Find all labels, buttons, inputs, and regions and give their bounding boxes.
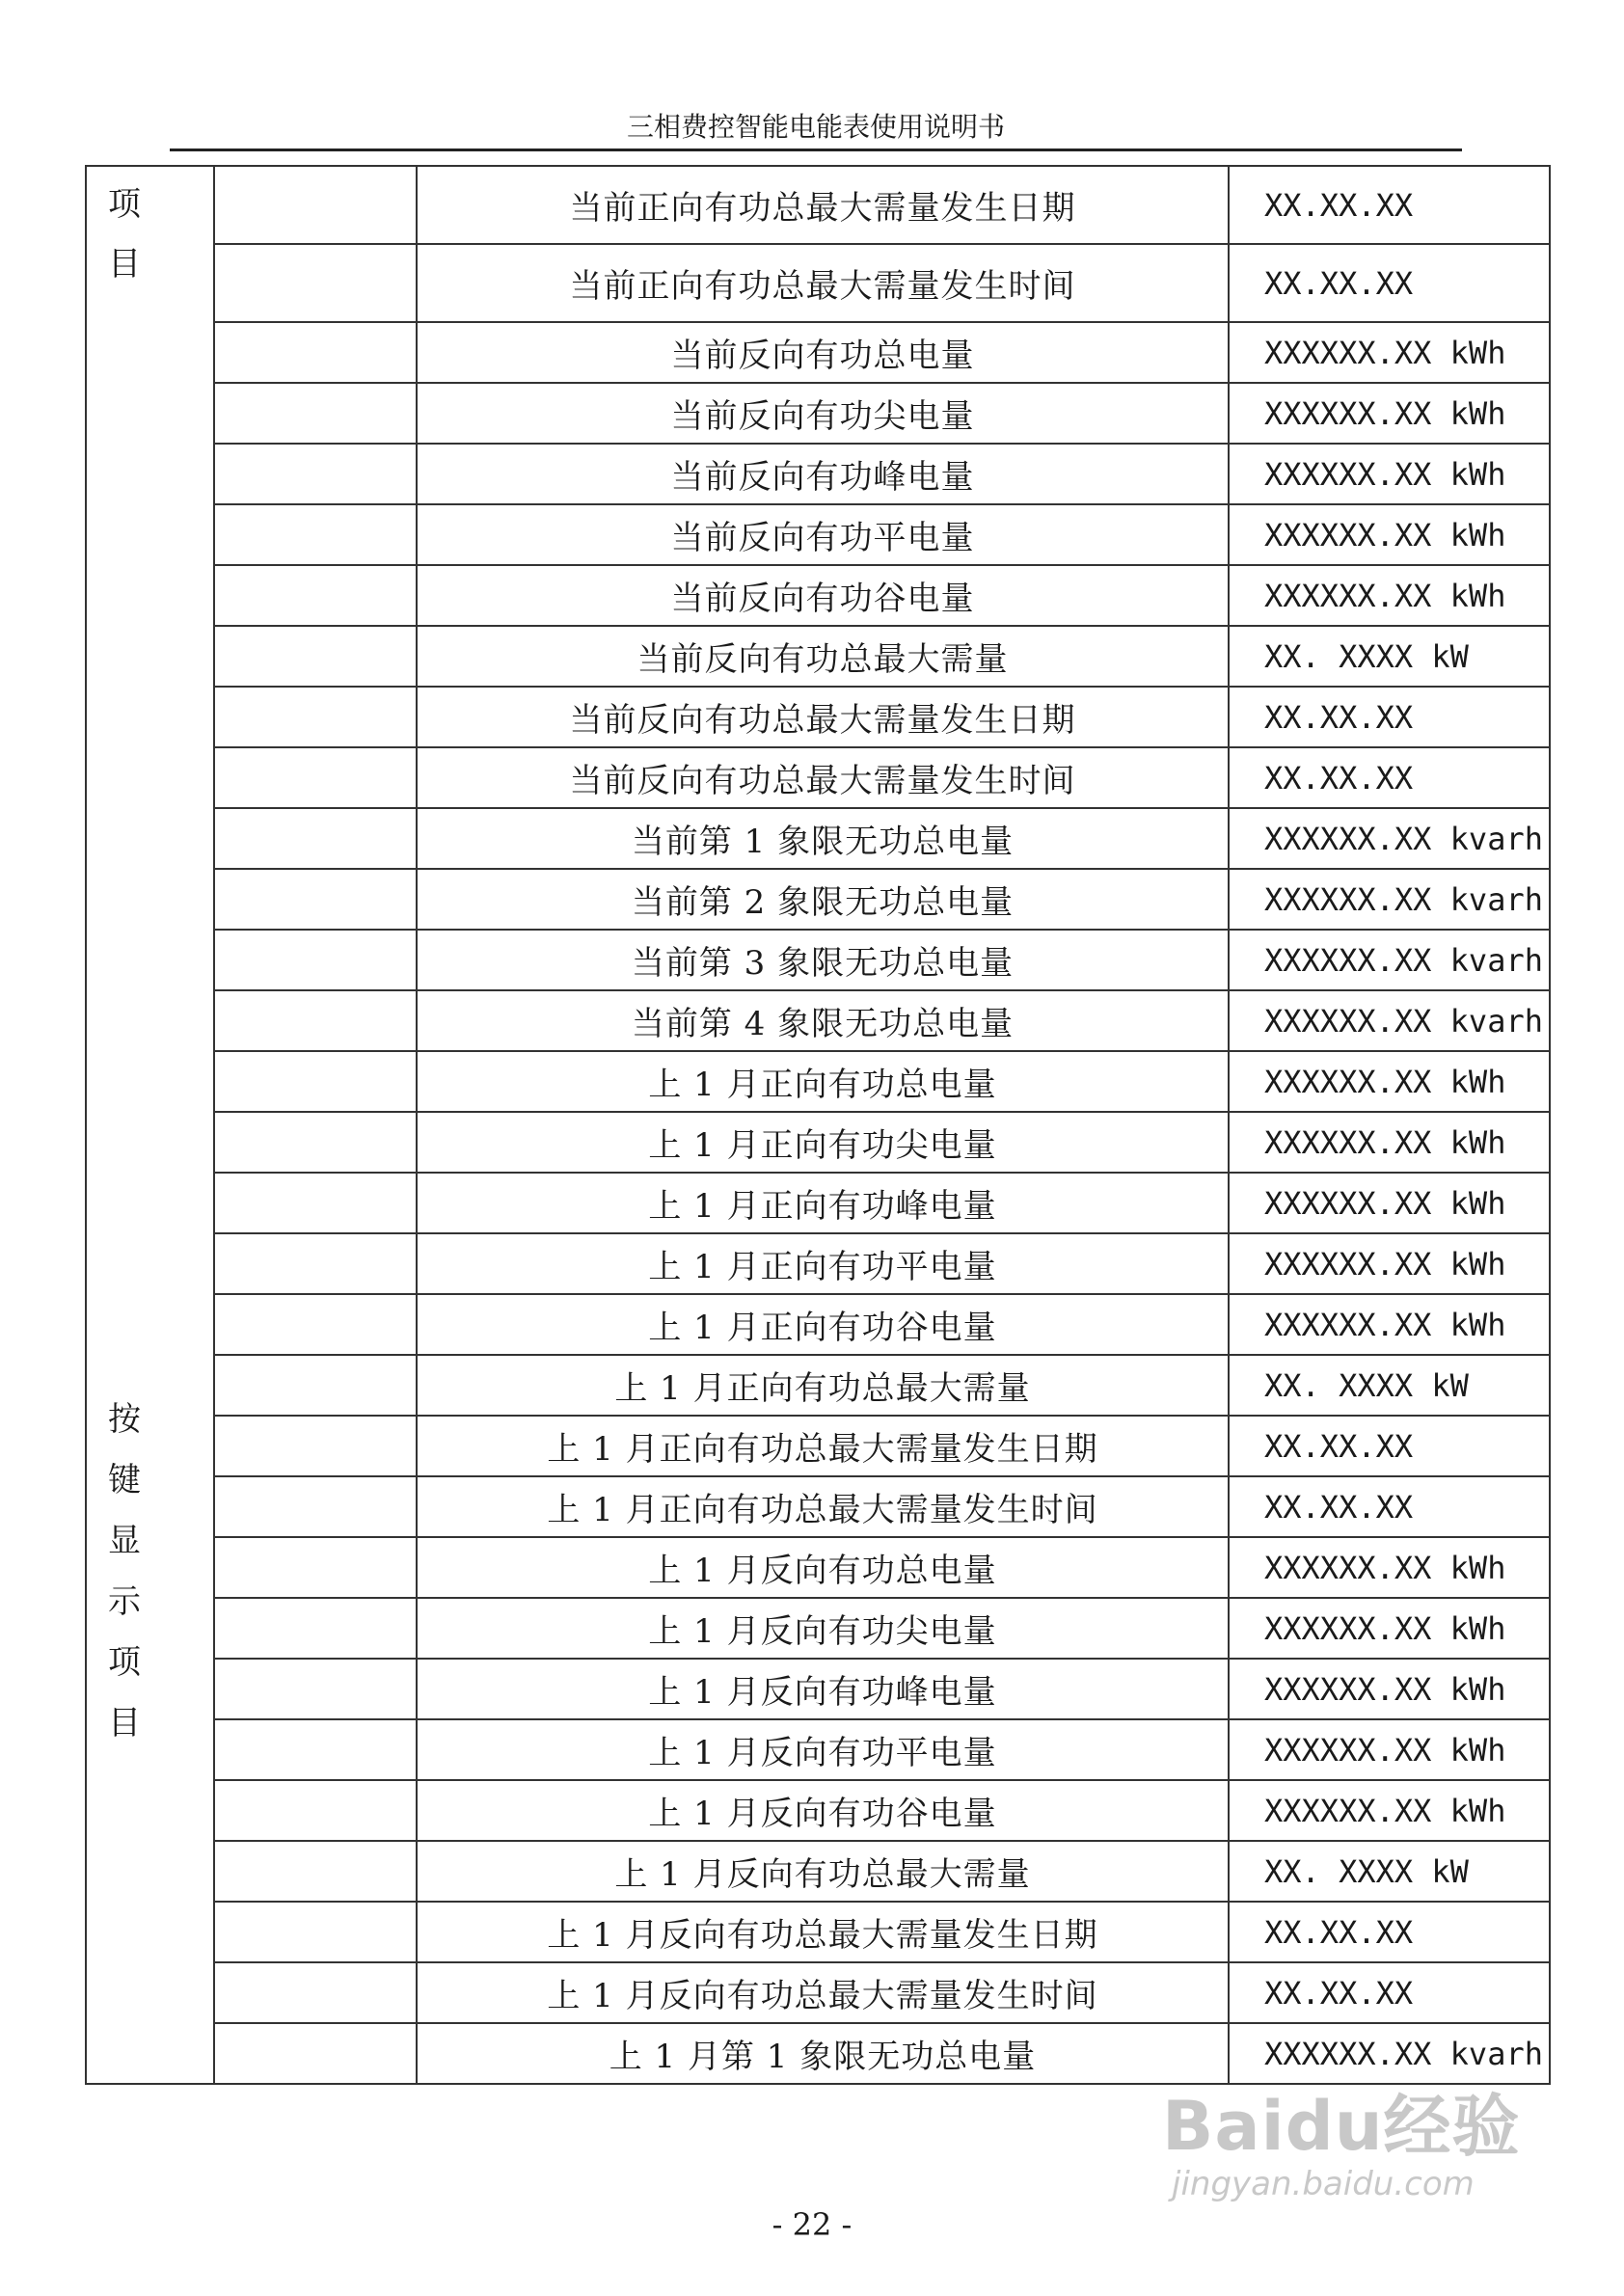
table-row [86,444,1550,504]
item-value-cell: XX. XXXX kW [1229,1841,1550,1902]
item-value-cell: XXXXXX.XX kvarh [1229,990,1550,1051]
item-name-cell: 上 1 月反向有功平电量 [417,1719,1229,1780]
item-name-cell: 当前反向有功总电量 [417,322,1229,383]
index-cell [214,1719,417,1780]
item-value-cell: XXXXXX.XX kvarh [1229,2023,1550,2084]
table-body [86,166,1550,2084]
category-char: 显 [108,1522,141,1560]
table-row [86,1902,1550,1962]
index-cell [214,2023,417,2084]
index-cell [214,1233,417,1294]
item-value-cell: XXXXXX.XX kWh [1229,444,1550,504]
item-name-cell: 上 1 月正向有功总电量 [417,1051,1229,1112]
table-row [86,322,1550,383]
table-row [86,687,1550,747]
item-name-cell: 当前反向有功总最大需量发生时间 [417,747,1229,808]
category-label-top [108,175,147,294]
item-name-cell: 上 1 月正向有功总最大需量 [417,1355,1229,1416]
index-cell [214,1355,417,1416]
index-cell [214,747,417,808]
category-label-key-display [108,1390,147,1754]
index-cell [214,990,417,1051]
item-name-cell: 当前第 1 象限无功总电量 [417,808,1229,869]
category-char: 键 [108,1461,141,1499]
item-name-cell: 上 1 月正向有功峰电量 [417,1173,1229,1233]
table-row [86,244,1550,322]
index-cell [214,444,417,504]
item-name-cell: 当前正向有功总最大需量发生时间 [417,244,1229,322]
item-name-cell: 上 1 月反向有功总最大需量发生时间 [417,1962,1229,2023]
index-cell [214,1841,417,1902]
table-row [86,1051,1550,1112]
index-cell [214,383,417,444]
category-char: 目 [108,245,141,284]
table-row [86,1719,1550,1780]
item-value-cell: XX.XX.XX [1229,1902,1550,1962]
table-row [86,869,1550,930]
item-value-cell: XXXXXX.XX kWh [1229,565,1550,626]
index-cell [214,1902,417,1962]
item-value-cell: XX.XX.XX [1229,1962,1550,2023]
index-cell [214,869,417,930]
table-row [86,1476,1550,1537]
table-row [86,626,1550,687]
category-char: 按 [108,1400,141,1439]
index-cell [214,1294,417,1355]
table-row [86,808,1550,869]
index-cell [214,808,417,869]
item-value-cell: XXXXXX.XX kWh [1229,383,1550,444]
table-row [86,504,1550,565]
index-cell [214,1962,417,2023]
index-cell [214,1780,417,1841]
item-name-cell: 当前反向有功峰电量 [417,444,1229,504]
table-row [86,747,1550,808]
index-cell [214,1537,417,1598]
item-value-cell: XXXXXX.XX kWh [1229,1780,1550,1841]
index-cell [214,1112,417,1173]
table-row [86,930,1550,990]
item-value-cell: XXXXXX.XX kWh [1229,1294,1550,1355]
item-value-cell: XXXXXX.XX kWh [1229,1112,1550,1173]
table-row [86,1294,1550,1355]
item-value-cell: XXXXXX.XX kWh [1229,322,1550,383]
item-value-cell: XX. XXXX kW [1229,626,1550,687]
item-name-cell: 上 1 月反向有功总电量 [417,1537,1229,1598]
index-cell [214,322,417,383]
item-value-cell: XXXXXX.XX kWh [1229,504,1550,565]
table-row [86,1537,1550,1598]
item-value-cell: XXXXXX.XX kWh [1229,1598,1550,1659]
table-row [86,2023,1550,2084]
watermark-url: jingyan.baidu.com [1172,2165,1475,2203]
item-value-cell: XXXXXX.XX kvarh [1229,808,1550,869]
header-rule [170,149,1462,151]
table-row [86,990,1550,1051]
index-cell [214,1051,417,1112]
table-row [86,1355,1550,1416]
item-value-cell: XX.XX.XX [1229,166,1550,244]
table-row [86,383,1550,444]
item-value-cell: XX.XX.XX [1229,687,1550,747]
item-name-cell: 当前反向有功平电量 [417,504,1229,565]
category-char: 项 [108,1643,141,1682]
table-row [86,1112,1550,1173]
item-value-cell: XX.XX.XX [1229,1476,1550,1537]
item-value-cell: XXXXXX.XX kWh [1229,1537,1550,1598]
item-name-cell: 当前第 2 象限无功总电量 [417,869,1229,930]
table-row [86,166,1550,244]
display-items-table [85,165,1551,2085]
item-value-cell: XX.XX.XX [1229,244,1550,322]
index-cell [214,1476,417,1537]
table-row [86,1173,1550,1233]
item-name-cell: 上 1 月反向有功谷电量 [417,1780,1229,1841]
table-row [86,1659,1550,1719]
category-char: 项 [108,185,141,224]
item-value-cell: XXXXXX.XX kWh [1229,1719,1550,1780]
item-value-cell: XX.XX.XX [1229,1416,1550,1476]
item-name-cell: 上 1 月反向有功峰电量 [417,1659,1229,1719]
item-name-cell: 上 1 月反向有功总最大需量 [417,1841,1229,1902]
watermark-logo: Baidu经验 [1162,2087,1521,2166]
item-name-cell: 当前正向有功总最大需量发生日期 [417,166,1229,244]
item-name-cell: 当前反向有功总最大需量 [417,626,1229,687]
index-cell [214,565,417,626]
index-cell [214,1659,417,1719]
item-value-cell: XX.XX.XX [1229,747,1550,808]
item-name-cell: 上 1 月反向有功尖电量 [417,1598,1229,1659]
item-name-cell: 当前反向有功尖电量 [417,383,1229,444]
item-name-cell: 上 1 月正向有功平电量 [417,1233,1229,1294]
item-name-cell: 上 1 月正向有功谷电量 [417,1294,1229,1355]
document-header-title: 三相费控智能电能表使用说明书 [626,111,1005,143]
table-row [86,565,1550,626]
index-cell [214,1598,417,1659]
table-row [86,1962,1550,2023]
index-cell [214,504,417,565]
category-char: 示 [108,1582,141,1621]
category-char: 目 [108,1704,141,1742]
item-value-cell: XXXXXX.XX kWh [1229,1659,1550,1719]
item-value-cell: XXXXXX.XX kWh [1229,1051,1550,1112]
item-name-cell: 上 1 月第 1 象限无功总电量 [417,2023,1229,2084]
index-cell [214,687,417,747]
index-cell [214,626,417,687]
table-row [86,1780,1550,1841]
item-value-cell: XXXXXX.XX kvarh [1229,930,1550,990]
item-value-cell: XX. XXXX kW [1229,1355,1550,1416]
page-number: - 22 - [771,2206,853,2243]
category-column [86,166,214,2084]
table-row [86,1416,1550,1476]
item-name-cell: 当前反向有功谷电量 [417,565,1229,626]
index-cell [214,930,417,990]
index-cell [214,166,417,244]
table-row [86,1233,1550,1294]
index-cell [214,1173,417,1233]
item-name-cell: 当前反向有功总最大需量发生日期 [417,687,1229,747]
item-name-cell: 当前第 3 象限无功总电量 [417,930,1229,990]
table-row [86,1598,1550,1659]
item-value-cell: XXXXXX.XX kWh [1229,1233,1550,1294]
item-value-cell: XXXXXX.XX kWh [1229,1173,1550,1233]
table-row [86,1841,1550,1902]
index-cell [214,1416,417,1476]
baidu-watermark [1162,2088,1548,2232]
item-name-cell: 上 1 月正向有功总最大需量发生时间 [417,1476,1229,1537]
item-name-cell: 上 1 月正向有功总最大需量发生日期 [417,1416,1229,1476]
item-name-cell: 上 1 月正向有功尖电量 [417,1112,1229,1173]
item-value-cell: XXXXXX.XX kvarh [1229,869,1550,930]
item-name-cell: 上 1 月反向有功总最大需量发生日期 [417,1902,1229,1962]
index-cell [214,244,417,322]
item-name-cell: 当前第 4 象限无功总电量 [417,990,1229,1051]
